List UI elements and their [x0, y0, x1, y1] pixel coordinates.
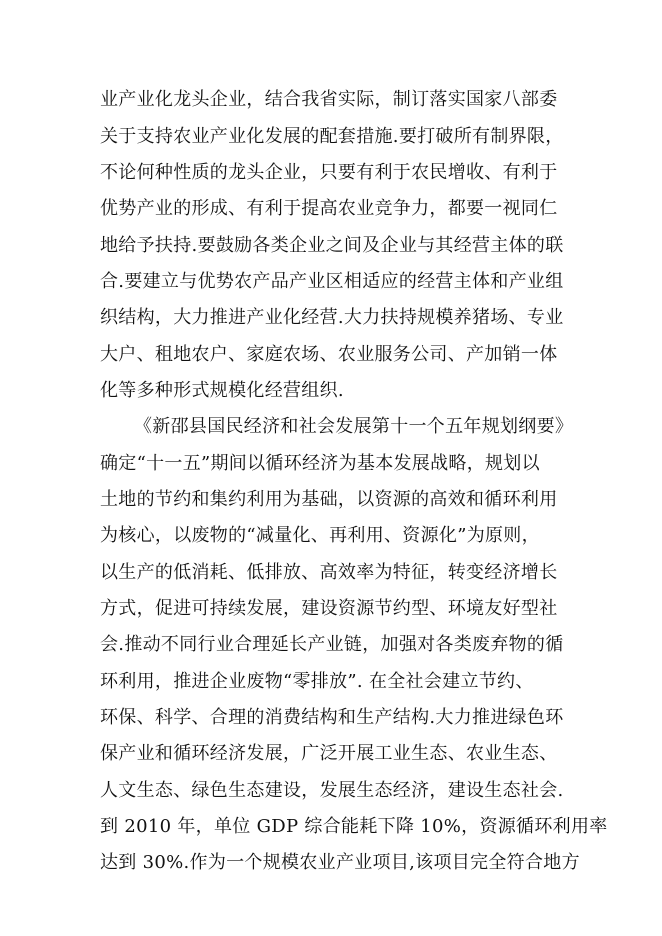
body-text-line: 业产业化龙头企业，结合我省实际，制订落实国家八部委: [100, 89, 558, 110]
body-text-line: 为核心，以废物的“减量化、再利用、资源化”为原则，: [100, 525, 540, 546]
body-text-line: 优势产业的形成、有利于提高农业竞争力，都要一视同仁: [100, 198, 558, 219]
body-text-line: 环利用，推进企业废物“零排放”. 在全社会建立节约、: [100, 671, 534, 692]
body-text-line: 达到 30%.作为一个规模农业产业项目,该项目完全符合地方: [100, 852, 580, 873]
body-text-line: 合.要建立与优势农产品产业区相适应的经营主体和产业组: [100, 271, 564, 292]
body-text-line: 织结构，大力推进产业化经营.大力扶持规模养猪场、专业: [100, 307, 564, 328]
body-text-line: 方式，促进可持续发展，建设资源节约型、环境友好型社: [100, 598, 558, 619]
body-text-line: 到 2010 年，单位 GDP 综合能耗下降 10%，资源循环利用率: [100, 816, 608, 837]
body-text-line: 会.推动不同行业合理延长产业链，加强对各类废弃物的循: [100, 634, 564, 655]
body-text-line: 人文生态、绿色生态建设，发展生态经济，建设生态社会.: [100, 780, 564, 801]
body-text-line: 关于支持农业产业化发展的配套措施.要打破所有制界限，: [100, 126, 564, 147]
body-text-line: 大户、租地农户、家庭农场、农业服务公司、产加销一体: [100, 344, 558, 365]
paragraph-first-line: 《新邵县国民经济和社会发展第十一个五年规划纲要》: [134, 416, 574, 437]
body-text-line: 确定“十一五”期间以循环经济为基本发展战略，规划以: [100, 453, 540, 474]
body-text-line: 以生产的低消耗、低排放、高效率为特征，转变经济增长: [100, 562, 558, 583]
body-text-line: 环保、科学、合理的消费结构和生产结构.大力推进绿色环: [100, 707, 564, 728]
body-text-line: 保产业和循环经济发展，广泛开展工业生态、农业生态、: [100, 743, 558, 764]
body-text-line: 化等多种形式规模化经营组织.: [100, 380, 344, 401]
body-text-line: 土地的节约和集约利用为基础，以资源的高效和循环利用: [100, 489, 558, 510]
body-text-line: 不论何种性质的龙头企业，只要有利于农民增收、有利于: [100, 162, 558, 183]
body-text-line: 地给予扶持.要鼓励各类企业之间及企业与其经营主体的联: [100, 235, 564, 256]
